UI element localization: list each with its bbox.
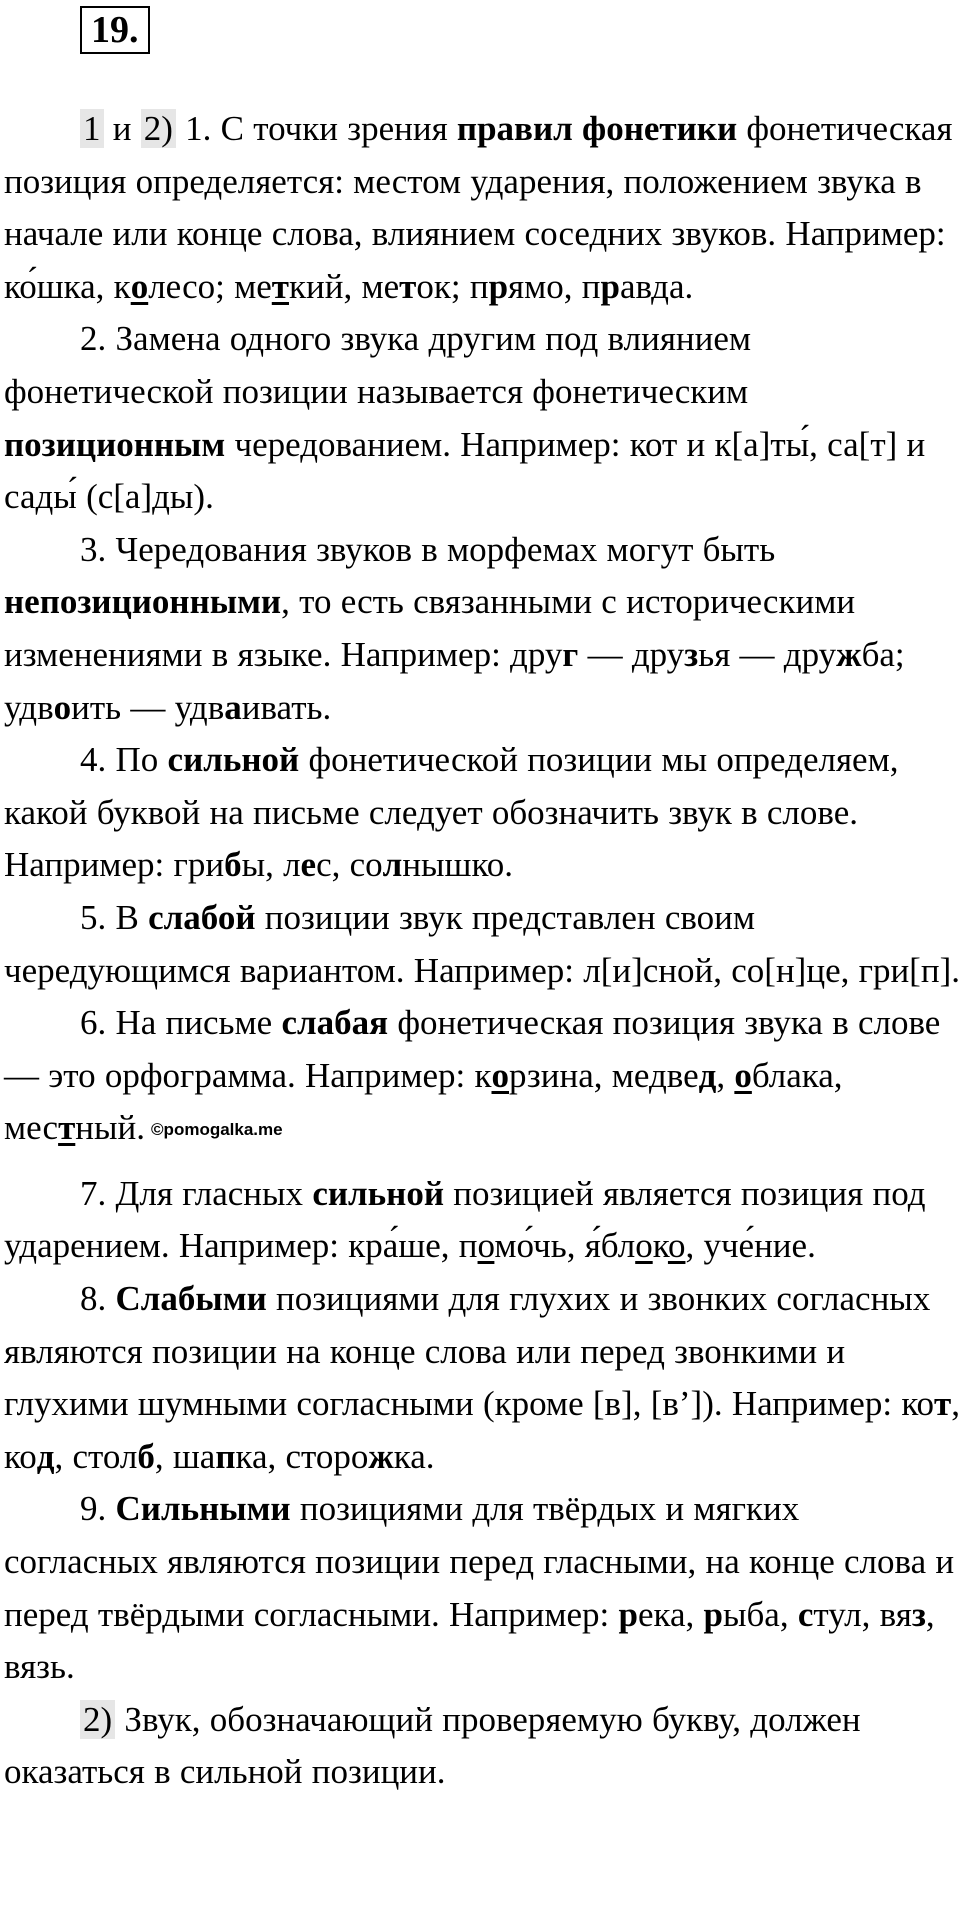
task-number: 19. <box>80 6 150 54</box>
paragraph-text: 8. <box>80 1279 116 1319</box>
emphasis-text: слабая <box>281 1003 389 1043</box>
emphasis-text: д <box>698 1055 717 1095</box>
paragraph-text: 9. <box>80 1489 116 1529</box>
paragraph-text: фонетическая позиция звука в слове — это орфограмма. Например: к <box>4 1003 941 1095</box>
paragraph-text: ека, <box>637 1594 704 1634</box>
emphasis-text: т <box>271 266 289 306</box>
paragraph-8 <box>4 1273 960 1483</box>
paragraph-text: позиции звук представлен своим чередующимся вариантом. Например: л[и]сной, со[н]це, гри[п]. <box>4 897 960 990</box>
paragraph-text: ы, л <box>241 845 301 885</box>
paragraph-text: кий, ме <box>288 266 400 306</box>
paragraph-4 <box>4 734 960 892</box>
emphasis-text: правил фонетики <box>456 109 738 148</box>
paragraph-text: позициями для глухих и звонких согласных являются позиции на конце слова или перед звонкими и глухими шумными согласными (кроме [в], [в’]). Например: ко <box>4 1279 935 1424</box>
paragraph-text: , стол <box>54 1436 138 1476</box>
emphasis-text: сильной <box>167 740 300 780</box>
emphasis-text: 1 <box>80 109 104 148</box>
emphasis-text: ж <box>368 1436 394 1476</box>
emphasis-text: с <box>797 1594 814 1634</box>
paragraph-text: , вязь. <box>4 1594 935 1687</box>
paragraph-text: ный. <box>75 1108 146 1148</box>
paragraph-text: и <box>103 109 141 148</box>
paragraph-text: 4. По <box>80 740 168 780</box>
answer-text <box>4 103 960 1799</box>
paragraph-9 <box>4 1483 960 1693</box>
emphasis-text: т <box>58 1108 76 1148</box>
emphasis-text: з <box>684 634 699 674</box>
paragraph-7 <box>4 1168 960 1273</box>
paragraph-text: мо́чь, я́бл <box>494 1226 636 1266</box>
paragraph-2 <box>4 313 960 523</box>
paragraph-text: , то есть связанными с историческими изменениями в языке. Например: дру <box>4 582 856 674</box>
emphasis-text: о <box>734 1055 752 1095</box>
paragraph-text: рзина, медве <box>509 1055 699 1095</box>
emphasis-text: о <box>667 1226 686 1266</box>
paragraph-text: ыба, <box>722 1594 798 1634</box>
paragraph-text: — дру <box>578 634 685 674</box>
emphasis-text: д <box>36 1436 55 1476</box>
emphasis-text: слабой <box>148 897 256 937</box>
emphasis-text: л <box>382 845 403 885</box>
emphasis-text: б <box>137 1436 155 1476</box>
emphasis-text: 2) <box>80 1700 115 1739</box>
paragraph-text: ок; п <box>416 266 489 306</box>
paragraph-text: 2. Замена одного звука другим под влиянием фонетической позиции называется фонетическим <box>4 319 752 411</box>
paragraph-text: 1. С точки зрения <box>175 109 457 148</box>
emphasis-text: о <box>130 266 149 306</box>
emphasis-text: г <box>562 634 579 674</box>
paragraph-10 <box>4 1694 960 1799</box>
paragraph-text: 3. Чередования звуков в морфемах могут быть <box>80 529 776 569</box>
paragraph-text: 6. На письме <box>80 1003 282 1043</box>
paragraph-text: фонетическая позиция определяется: местом ударения, положением звука в начале или конце слова, влиянием соседних звуков. Например: ко́шка, к <box>4 109 953 306</box>
paragraph-text: Звук, обозначающий проверяемую букву, должен оказаться в сильной позиции. <box>4 1699 861 1792</box>
emphasis-text: о <box>53 687 72 727</box>
emphasis-text: т <box>934 1384 952 1424</box>
emphasis-text: з <box>911 1594 926 1634</box>
paragraph-text: фонетической позиции мы определяем, какой буквой на письме следует обозначить звук в слове. Например: гри <box>4 740 899 885</box>
emphasis-text: т <box>399 266 417 306</box>
emphasis-text: о <box>635 1226 653 1266</box>
paragraph-text: блака, мес <box>4 1055 843 1148</box>
emphasis-text: р <box>600 266 620 306</box>
paragraph-text: авда. <box>619 266 694 306</box>
paragraph-text: нышко. <box>402 845 513 885</box>
paragraph-text: чередованием. Например: кот и к[а]ты́, са[т] и сады́ (с[а]ды). <box>4 424 926 517</box>
emphasis-text: сильной <box>312 1173 444 1213</box>
paragraph-text: ка, сторо <box>235 1436 369 1476</box>
paragraph-text: ить — удв <box>71 687 225 727</box>
emphasis-text: р <box>488 266 509 306</box>
paragraph-5 <box>4 892 960 997</box>
emphasis-text: позиционным <box>4 424 226 464</box>
emphasis-text: р <box>703 1594 723 1634</box>
paragraph-text: позицией является позиция под ударением. Например: кра́ше, п <box>4 1173 926 1266</box>
emphasis-text: непозиционными <box>4 582 282 622</box>
paragraph-text: тул, вя <box>813 1594 912 1634</box>
paragraph-text: , уче́ние. <box>685 1226 816 1266</box>
paragraph-text: к <box>652 1226 668 1266</box>
paragraph-text: , <box>716 1055 735 1095</box>
paragraph-text: ба; удв <box>4 634 905 727</box>
emphasis-text: р <box>618 1594 638 1634</box>
paragraph-text: позициями для твёрдых и мягких согласных являются позиции перед гласными, на конце слова и перед твёрдыми согласными. Например: <box>4 1489 955 1634</box>
paragraph-text: , ко <box>4 1384 960 1476</box>
paragraph-text: ивать. <box>241 687 332 727</box>
paragraph-text: 7. Для гласных <box>80 1173 313 1213</box>
emphasis-text: о <box>491 1055 509 1095</box>
paragraph-text: лесо; ме <box>148 266 272 306</box>
emphasis-text: 2) <box>141 109 176 148</box>
emphasis-text: ж <box>836 634 862 674</box>
paragraph-text: ка. <box>393 1436 435 1476</box>
emphasis-text: Сильными <box>115 1489 291 1529</box>
emphasis-text: Слабыми <box>115 1279 267 1319</box>
paragraph-text: , ша <box>154 1436 216 1476</box>
paragraph-3 <box>4 524 960 734</box>
emphasis-text: б <box>224 845 242 885</box>
watermark: ©pomogalka.me <box>151 1120 283 1140</box>
emphasis-text: е <box>300 845 317 885</box>
paragraph-1 <box>4 103 960 313</box>
paragraph-text: 5. В <box>80 897 149 937</box>
emphasis-text: о <box>477 1226 495 1266</box>
emphasis-text: п <box>215 1436 236 1476</box>
paragraph-text: с, со <box>316 845 383 885</box>
paragraph-text: ья — дру <box>698 634 837 674</box>
paragraph-text: ямо, п <box>508 266 601 306</box>
emphasis-text: а <box>224 687 242 727</box>
paragraph-6 <box>4 997 960 1157</box>
